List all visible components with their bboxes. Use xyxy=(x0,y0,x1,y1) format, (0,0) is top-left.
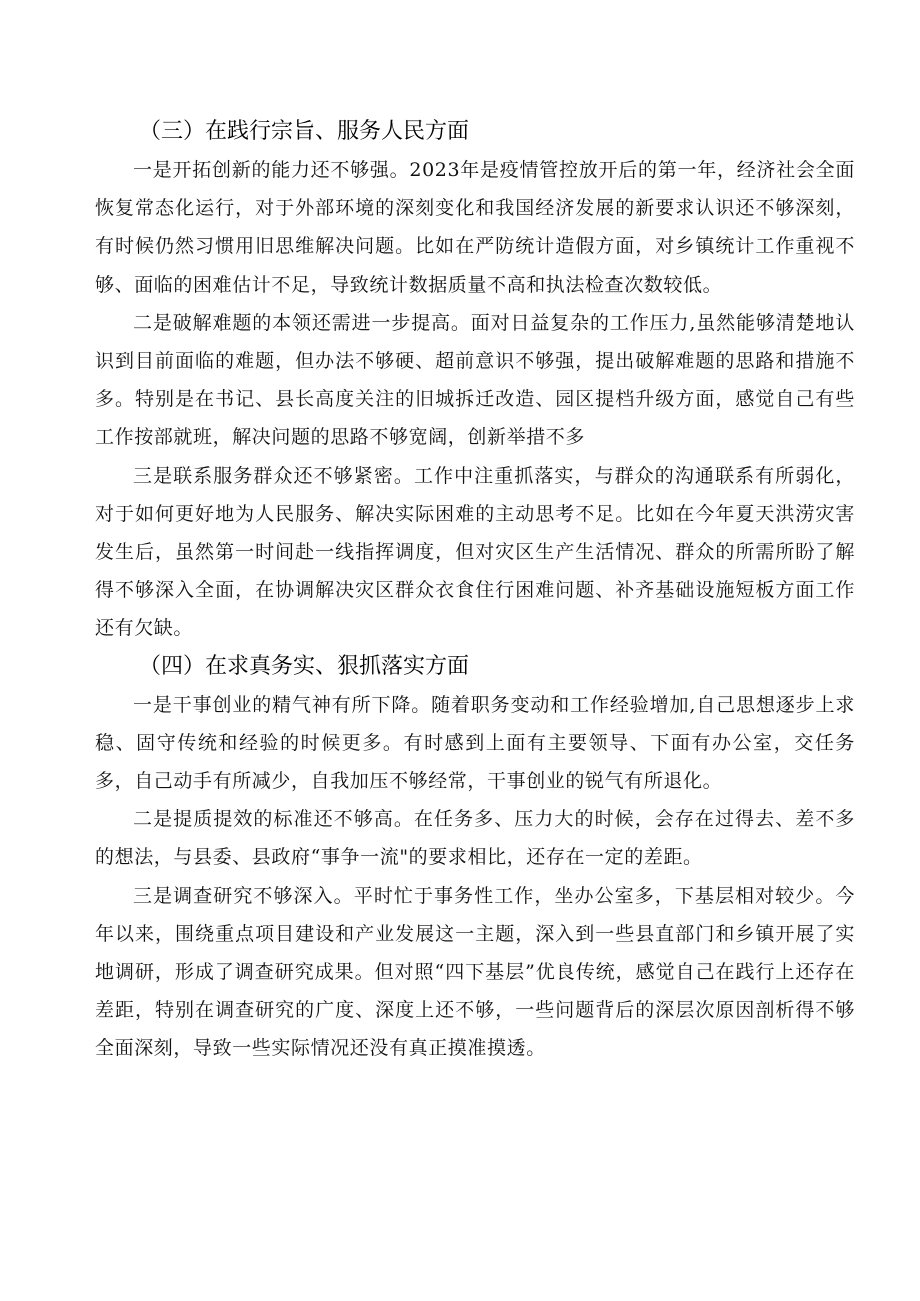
paragraph-4-2: 二是提质提效的标准还不够高。在任务多、压力大的时候，会存在过得去、差不多的想法，与县委、县政府“事争一流"的要求相比，还存在一定的差距。 xyxy=(95,808,855,869)
paragraph-4-3: 三是调查研究不够深入。平时忙于事务性工作，坐办公室多，下基层相对较少。今年以来，围绕重点项目建设和产业发展这一主题，深入到一些县直部门和乡镇开展了实地调研，形成了调查研究成果。但对照“四下基层”优良传统，感觉自己在践行上还存在差距，特别在调查研究的广度、深度上还不够，一些问题背后的深层次原因剖析得不够全面深刻，导致一些实际情况还没有真正摸准摸透。 xyxy=(95,884,855,1060)
paragraph-3-3: 三是联系服务群众还不够紧密。工作中注重抓落实，与群众的沟通联系有所弱化，对于如何更好地为人民服务、解决实际困难的主动思考不足。比如在今年夏天洪涝灾害发生后，虽然第一时间赴一线指挥调度，但对灾区生产生活情况、群众的所需所盼了解得不够深入全面，在协调解决灾区群众衣食住行困难问题、补齐基础设施短板方面工作还有欠缺。 xyxy=(95,464,855,640)
paragraph-3-1: 一是开拓创新的能力还不够强。2023年是疫情管控放开后的第一年，经济社会全面恢复常态化运行，对于外部环境的深刻变化和我国经济发展的新要求认识还不够深刻，有时候仍然习惯用旧思维解决问题。比如在严防统计造假方面，对乡镇统计工作重视不够、面临的困难估计不足，导致统计数据质量不高和执法检查次数较低。 xyxy=(95,159,855,296)
document-body xyxy=(95,113,855,1068)
section-heading-3: （三）在践行宗旨、服务人民方面 xyxy=(139,119,470,144)
paragraph-3-2: 二是破解难题的本领还需进一步提高。面对日益复杂的工作压力,虽然能够清楚地认识到目前面临的难题，但办法不够硬、超前意识不够强，提出破解难题的思路和措施不多。特别是在书记、县长高度关注的旧城拆迁改造、园区提档升级方面，感觉自己有些工作按部就班，解决问题的思路不够宽阔，创新举措不多 xyxy=(95,311,855,449)
paragraph-4-1: 一是干事创业的精气神有所下降。随着职务变动和工作经验增加,自己思想逐步上求稳、固守传统和经验的时候更多。有时感到上面有主要领导、下面有办公室，交任务多，自己动手有所减少，自我加压不够经常，干事创业的锐气有所退化。 xyxy=(95,693,855,793)
section-heading-4: （四）在求真务实、狠抓落实方面 xyxy=(139,653,470,679)
